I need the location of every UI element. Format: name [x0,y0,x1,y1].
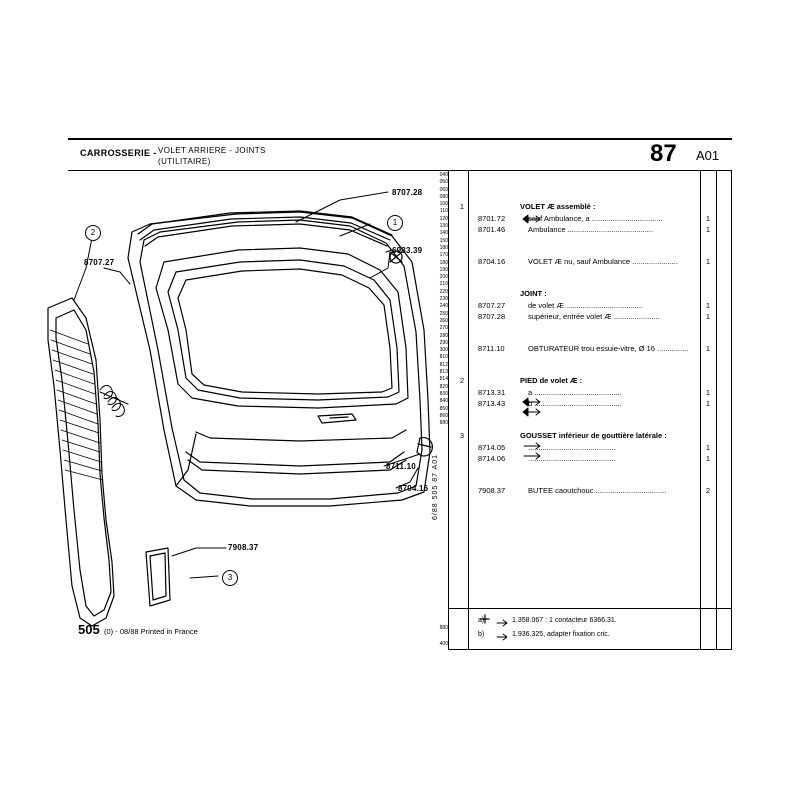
table-quantity: 2 [705,486,711,495]
table-quantity: 1 [705,214,711,223]
table-divider-item-col [468,170,469,650]
scale-tick: 230 [439,296,448,303]
scale-tick: 210 [439,281,448,288]
margin-scale-ticks [430,172,448,427]
balloon-3: 3 [222,570,238,586]
print-number: 505 [78,622,100,637]
scale-tick: 850 [439,405,448,412]
table-part-reference: 8713.43 [478,399,506,408]
footnote-a-key: a) [478,617,485,624]
table-part-description: Ambulance ......................................... [528,225,654,234]
table-part-reference: 8704.16 [478,257,506,266]
scale-tick: 880 [439,420,448,427]
table-part-reference: 8707.28 [478,312,506,321]
scale-tick: 812 [439,361,448,368]
scale-tick: 280 [439,332,448,339]
table-group-heading: PIED de volet Æ : [520,376,583,385]
table-group-heading: GOUSSET inférieur de gouttière latérale : [520,431,667,440]
scale-tick: 300 [439,347,448,354]
table-part-reference: 7908.37 [478,486,506,495]
table-part-description: VOLET Æ nu, sauf Ambulance ...................... [528,257,678,266]
table-item-number: 2 [459,376,465,385]
table-footnote-separator [448,608,732,609]
scale-tick: 100 [439,201,448,208]
chapter-number: 87 [650,140,677,167]
scale-tick: 130 [439,223,448,230]
callout-7908-37: 7908.37 [228,543,259,552]
callout-8707-28: 8707.28 [392,188,423,197]
footnote-b-text: 1.936.325, adapter fixation cric. [512,631,610,638]
table-item-number: 3 [459,431,465,440]
table-quantity: 1 [705,257,711,266]
scale-tick: 120 [439,215,448,222]
scale-tick: 813 [439,369,448,376]
table-divider-qty-col-2 [716,170,717,650]
footnote-b-key: b) [478,631,485,638]
callout-8704-16: 8704.16 [398,484,429,493]
table-part-reference: 8701.46 [478,225,506,234]
scale-tick: 180 [439,244,448,251]
table-part-reference: 8714.05 [478,443,506,452]
table-divider-qty-col-1 [700,170,701,650]
table-part-reference: 8711.10 [478,344,505,353]
callout-6983-39: 6983.39 [392,246,423,255]
scale-tick: 150 [439,237,448,244]
scale-tick: 180 [439,259,448,266]
margin-scale-low-2: 400 [439,641,448,647]
table-quantity: 1 [705,312,711,321]
table-group-heading: VOLET Æ assemblé : [520,202,596,211]
scale-tick: 170 [439,252,448,259]
table-part-description: a .......................................... [528,388,622,397]
table-quantity: 1 [705,225,711,234]
scale-tick: 810 [439,354,448,361]
table-quantity: 1 [705,301,711,310]
scale-tick: 200 [439,274,448,281]
scale-tick: 814 [439,376,448,383]
table-part-description: supérieur, entrée volet Æ ...................... [528,312,660,321]
table-part-description: OBTURATEUR trou essuie-vitre, Ø 16 ............... [528,344,689,353]
scale-tick: 240 [439,303,448,310]
scale-tick: 080 [439,193,448,200]
header-rule-top [68,138,732,140]
page-subtitle-line2: (UTILITAIRE) [158,157,211,166]
scale-tick: 840 [439,398,448,405]
table-quantity: 1 [705,454,711,463]
parts-table-frame [448,170,732,650]
scale-tick: 050 [439,179,448,186]
scale-tick: 270 [439,325,448,332]
margin-scale-low-1: 880 [439,625,448,631]
table-quantity: 1 [705,399,711,408]
margin-vertical-code: 6/88 505 87 A01 [432,454,439,520]
table-group-heading: JOINT : [520,289,547,298]
table-item-number: 1 [459,202,465,211]
scale-tick: 290 [439,339,448,346]
scale-tick: 830 [439,390,448,397]
footnote-a-text: 1.358.067 : 1 contacteur 6366.31. [512,617,617,624]
print-info: (0) - 08/88 Printed in France [104,627,198,636]
scale-tick: 820 [439,383,448,390]
table-part-reference: 8707.27 [478,301,506,310]
scale-tick: 860 [439,412,448,419]
table-quantity: 1 [705,388,711,397]
scale-tick: 040 [439,172,448,178]
table-part-description: sauf Ambulance, a .................................. [528,214,663,223]
table-part-description: b .......................................... [528,399,622,408]
table-quantity: 1 [705,344,711,353]
table-part-description: .......................................... [528,454,616,463]
page-title: CARROSSERIE - [80,148,157,158]
scale-tick: 190 [439,266,448,273]
table-part-reference: 8701.72 [478,214,506,223]
balloon-1: 1 [387,215,403,231]
callout-8707-27: 8707.27 [84,258,115,267]
scale-tick: 110 [440,208,448,215]
table-part-description: .......................................... [528,443,616,452]
table-part-reference: 8714.06 [478,454,506,463]
table-quantity: 1 [705,443,711,452]
table-part-description: BUTEE caoutchouc .................................. [528,486,667,495]
scale-tick: 060 [439,186,448,193]
table-part-reference: 8713.31 [478,388,506,397]
scale-tick: 250 [439,310,448,317]
scale-tick: 140 [439,230,448,237]
scale-tick: 260 [439,317,448,324]
scale-tick: 220 [439,288,448,295]
balloon-2: 2 [85,225,101,241]
page-subtitle-line1: VOLET ARRIERE - JOINTS [158,146,266,155]
callout-8711-10: 8711.10 [386,462,416,471]
section-code: A01 [696,148,720,163]
table-part-description: de volet Æ ..................................... [528,301,644,310]
